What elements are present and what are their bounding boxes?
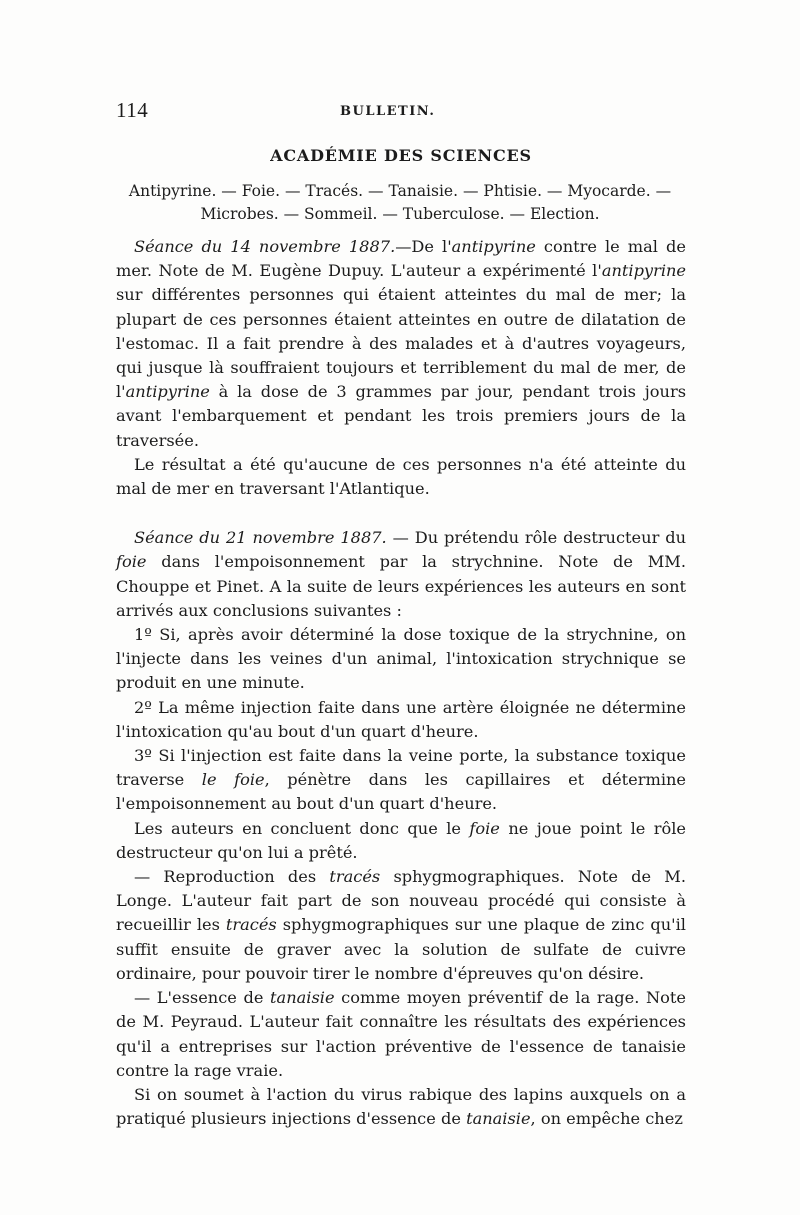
paragraph-conclusion-2: 2º La même injection faite dans une artère éloignée ne détermine l'intoxication qu'au bout d'un quart d'heure.	[116, 697, 686, 741]
running-head: BULLETIN.	[340, 104, 436, 119]
page-number: 114	[116, 98, 149, 122]
paragraph-antipyrine: Séance du 14 novembre 1887.—De l'antipyrine contre le mal de mer. Note de M. Eugène Dupuy. L'auteur a expérimenté l'antipyrine sur différentes personnes qui étaient atteintes du mal de mer; la plupart de ces personnes étaient atteintes en outre de dilatation de l'estomac. Il a fait prendre à des malades et à d'autres voyageurs, qui jusque là souffraient toujours et terriblement du mal de mer, de l'antipyrine à la dose de 3 grammes par jour, pendant trois jours avant l'embarquement et pendant les trois premiers jours de la traversée.	[116, 237, 686, 450]
paragraph-result: Le résultat a été qu'aucune de ces personnes n'a été atteinte du mal de mer en traversant l'Atlantique.	[116, 454, 686, 499]
seance-date: Séance du 21 novembre 1887.	[134, 528, 387, 548]
section-contents	[112, 180, 688, 226]
contents-line: Antipyrine. — Foie. — Tracés. — Tanaisie. — Phtisie. — Myocarde. —	[128, 182, 672, 200]
paragraph-conclusion-3: 3º Si l'injection est faite dans la veine porte, la substance toxique traverse le foie, pénètre dans les capillaires et détermine l'empoisonnement au bout d'un quart d'heure.	[116, 746, 687, 814]
seance-date: Séance du 14 novembre 1887.	[134, 237, 396, 256]
paragraph-authors-conclude: Les auteurs en concluent donc que le foie ne joue point le rôle destructeur qu'on lui a prêté.	[116, 818, 686, 862]
contents-line: Microbes. — Sommeil. — Tuberculose. — Election.	[200, 205, 600, 223]
section-title: ACADÉMIE DES SCIENCES	[270, 146, 532, 165]
paragraph-conclusion-1: 1º Si, après avoir déterminé la dose toxique de la strychnine, on l'injecte dans les veines d'un animal, l'intoxication strychnique se produit en une minute.	[116, 625, 686, 693]
page-header	[116, 98, 686, 128]
article-body	[116, 235, 686, 1131]
paragraph-foie: Séance du 21 novembre 1887. — Du prétendu rôle destructeur du foie dans l'empoisonnement par la strychnine. Note de MM. Chouppe et Pinet. A la suite de leurs expériences les auteurs en sont arrivés aux conclusions suivantes :	[116, 528, 686, 620]
paragraph-tanaisie: — L'essence de tanaisie comme moyen préventif de la rage. Note de M. Peyraud. L'auteur fait connaître les résultats des expériences qu'il a entreprises sur l'action préventive de l'essence de tanaisie contre la rage vraie.	[116, 988, 686, 1080]
paragraph-traces: — Reproduction des tracés sphygmographiques. Note de M. Longe. L'auteur fait part de son nouveau procédé qui consiste à recueillir les tracés sphygmographiques sur une plaque de zinc qu'il suffit ensuite de graver avec la solution de sulfate de cuivre ordinaire, pour pouvoir tirer le nombre d'épreuves qu'on désire.	[116, 867, 686, 983]
paragraph-virus: Si on soumet à l'action du virus rabique des lapins auxquels on a pratiqué plusieurs injections d'essence de tanaisie, on empêche chez	[116, 1084, 686, 1129]
